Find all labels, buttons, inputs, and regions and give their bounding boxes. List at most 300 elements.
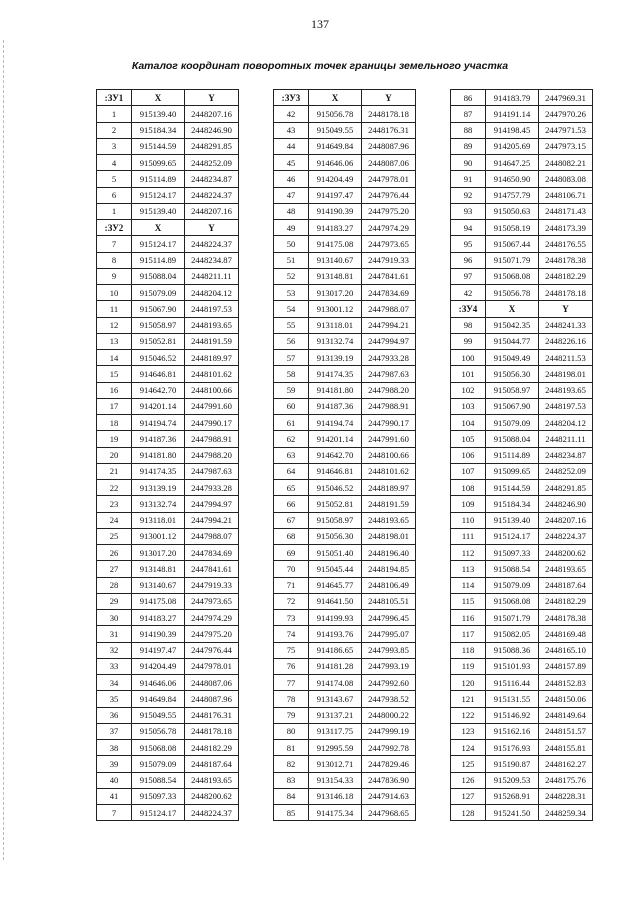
x-coordinate-cell: 914204.49	[132, 658, 185, 674]
y-coordinate-cell: 2448241.33	[539, 317, 593, 333]
y-coordinate-cell: 2447999.19	[362, 723, 416, 739]
point-number-cell: 108	[451, 480, 486, 496]
x-coordinate-cell: 914645.77	[309, 577, 362, 593]
x-coordinate-cell: 914646.06	[309, 155, 362, 171]
point-number-cell: 85	[274, 805, 309, 821]
table-row	[97, 203, 239, 219]
y-coordinate-cell: 2447994.21	[362, 317, 416, 333]
point-number-cell: 103	[451, 398, 486, 414]
y-coordinate-cell: 2448191.59	[185, 333, 239, 349]
column-header-x: X	[309, 90, 362, 106]
y-coordinate-cell: 2448087.96	[185, 691, 239, 707]
x-coordinate-cell: 913017.20	[309, 285, 362, 301]
table-row	[451, 431, 593, 447]
point-number-cell: 29	[97, 593, 132, 609]
table-row	[451, 252, 593, 268]
y-coordinate-cell: 2448193.65	[185, 772, 239, 788]
x-coordinate-cell: 914174.35	[132, 463, 185, 479]
x-coordinate-cell: 913118.01	[309, 317, 362, 333]
y-coordinate-cell: 2448101.62	[362, 463, 416, 479]
y-coordinate-cell: 2448200.62	[185, 788, 239, 804]
y-coordinate-cell: 2447919.33	[185, 577, 239, 593]
x-coordinate-cell: 914649.84	[132, 691, 185, 707]
point-number-cell: 101	[451, 366, 486, 382]
table-row	[97, 155, 239, 171]
y-coordinate-cell: 2447975.20	[362, 203, 416, 219]
table-row	[274, 723, 416, 739]
point-number-cell: 90	[451, 155, 486, 171]
table-row	[97, 577, 239, 593]
x-coordinate-cell: 915146.92	[486, 707, 539, 723]
y-coordinate-cell: 2447988.07	[362, 301, 416, 317]
x-coordinate-cell: 914194.74	[309, 415, 362, 431]
catalog-title: Каталог координат поворотных точек границы земельного участка	[131, 60, 509, 72]
column-header-y: Y	[539, 301, 593, 317]
point-number-cell: 48	[274, 203, 309, 219]
point-number-cell: 57	[274, 350, 309, 366]
y-coordinate-cell: 2448000.22	[362, 707, 416, 723]
x-coordinate-cell: 914190.39	[132, 626, 185, 642]
y-coordinate-cell: 2447933.28	[185, 480, 239, 496]
table-row	[274, 415, 416, 431]
point-number-cell: 68	[274, 528, 309, 544]
y-coordinate-cell: 2448234.87	[539, 447, 593, 463]
x-coordinate-cell: 914646.81	[132, 366, 185, 382]
table-row	[451, 593, 593, 609]
y-coordinate-cell: 2447974.29	[185, 610, 239, 626]
table-row	[451, 723, 593, 739]
point-number-cell: 123	[451, 723, 486, 739]
table-row	[97, 236, 239, 252]
y-coordinate-cell: 2447978.01	[362, 171, 416, 187]
y-coordinate-cell: 2448194.85	[362, 561, 416, 577]
table-row	[97, 658, 239, 674]
x-coordinate-cell: 915139.40	[132, 106, 185, 122]
x-coordinate-cell: 915144.59	[486, 480, 539, 496]
table-row	[274, 610, 416, 626]
point-number-cell: 7	[97, 805, 132, 821]
point-number-cell: 28	[97, 577, 132, 593]
table-row	[451, 382, 593, 398]
y-coordinate-cell: 2448087.06	[362, 155, 416, 171]
point-number-cell: 17	[97, 398, 132, 414]
table-row	[97, 626, 239, 642]
x-coordinate-cell: 915042.35	[486, 317, 539, 333]
table-row	[451, 528, 593, 544]
table-row	[97, 187, 239, 203]
point-number-cell: 87	[451, 106, 486, 122]
x-coordinate-cell: 913132.74	[132, 496, 185, 512]
table-row	[451, 756, 593, 772]
point-number-cell: 113	[451, 561, 486, 577]
y-coordinate-cell: 2448176.31	[185, 707, 239, 723]
x-coordinate-cell: 915068.08	[486, 268, 539, 284]
y-coordinate-cell: 2447841.61	[185, 561, 239, 577]
table-row	[97, 415, 239, 431]
table-row	[97, 642, 239, 658]
y-coordinate-cell: 2448224.37	[185, 187, 239, 203]
x-coordinate-cell: 915046.52	[309, 480, 362, 496]
point-number-cell: 70	[274, 561, 309, 577]
point-number-cell: 71	[274, 577, 309, 593]
y-coordinate-cell: 2448224.37	[185, 805, 239, 821]
table-row	[451, 561, 593, 577]
y-coordinate-cell: 2447991.60	[362, 431, 416, 447]
y-coordinate-cell: 2447988.20	[362, 382, 416, 398]
parcel-label-cell: :ЗУ2	[97, 220, 132, 236]
x-coordinate-cell: 914194.74	[132, 415, 185, 431]
point-number-cell: 60	[274, 398, 309, 414]
table-row	[274, 106, 416, 122]
x-coordinate-cell: 914186.65	[309, 642, 362, 658]
x-coordinate-cell: 915052.81	[309, 496, 362, 512]
point-number-cell: 58	[274, 366, 309, 382]
parcel-label-cell: :ЗУ4	[451, 301, 486, 317]
x-coordinate-cell: 915052.81	[132, 333, 185, 349]
coordinates-table-3	[450, 89, 593, 821]
table-row	[274, 691, 416, 707]
y-coordinate-cell: 2448291.85	[185, 138, 239, 154]
y-coordinate-cell: 2448162.27	[539, 756, 593, 772]
point-number-cell: 93	[451, 203, 486, 219]
point-number-cell: 9	[97, 268, 132, 284]
page-number: 137	[311, 17, 329, 31]
table-row	[274, 398, 416, 414]
x-coordinate-cell: 914183.27	[132, 610, 185, 626]
x-coordinate-cell: 914199.93	[309, 610, 362, 626]
x-coordinate-cell: 914642.70	[309, 447, 362, 463]
table-row	[451, 236, 593, 252]
x-coordinate-cell: 915088.54	[132, 772, 185, 788]
table-row	[274, 561, 416, 577]
y-coordinate-cell: 2448193.65	[539, 382, 593, 398]
point-number-cell: 107	[451, 463, 486, 479]
y-coordinate-cell: 2448189.97	[362, 480, 416, 496]
table-row	[97, 561, 239, 577]
y-coordinate-cell: 2448252.09	[185, 155, 239, 171]
x-coordinate-cell: 913118.01	[132, 512, 185, 528]
table-row	[451, 610, 593, 626]
y-coordinate-cell: 2447987.63	[362, 366, 416, 382]
y-coordinate-cell: 2448224.37	[539, 528, 593, 544]
x-coordinate-cell: 913132.74	[309, 333, 362, 349]
point-number-cell: 99	[451, 333, 486, 349]
column-header-y: Y	[362, 90, 416, 106]
x-coordinate-cell: 915114.89	[486, 447, 539, 463]
point-number-cell: 38	[97, 740, 132, 756]
y-coordinate-cell: 2448165.10	[539, 642, 593, 658]
y-coordinate-cell: 2447836.90	[362, 772, 416, 788]
y-coordinate-cell: 2448211.11	[185, 268, 239, 284]
x-coordinate-cell: 915131.55	[486, 691, 539, 707]
parcel-label-cell: :ЗУ1	[97, 90, 132, 106]
y-coordinate-cell: 2448182.29	[539, 593, 593, 609]
point-number-cell: 36	[97, 707, 132, 723]
point-number-cell: 32	[97, 642, 132, 658]
table-row	[274, 740, 416, 756]
table-row	[97, 317, 239, 333]
table-row	[97, 122, 239, 138]
x-coordinate-cell: 913148.81	[309, 268, 362, 284]
y-coordinate-cell: 2448189.97	[185, 350, 239, 366]
x-coordinate-cell: 915049.55	[309, 122, 362, 138]
x-coordinate-cell: 914187.36	[309, 398, 362, 414]
y-coordinate-cell: 2447996.45	[362, 610, 416, 626]
x-coordinate-cell: 915058.97	[309, 512, 362, 528]
y-coordinate-cell: 2448252.09	[539, 463, 593, 479]
x-coordinate-cell: 914183.79	[486, 90, 539, 106]
x-coordinate-cell: 915088.54	[486, 561, 539, 577]
x-coordinate-cell: 915088.04	[132, 268, 185, 284]
y-coordinate-cell: 2448155.81	[539, 740, 593, 756]
x-coordinate-cell: 915068.08	[486, 593, 539, 609]
scan-margin-line	[3, 40, 4, 860]
x-coordinate-cell: 915056.30	[309, 528, 362, 544]
x-coordinate-cell: 914649.84	[309, 138, 362, 154]
table-row	[451, 106, 593, 122]
x-coordinate-cell: 914642.70	[132, 382, 185, 398]
table-row	[274, 431, 416, 447]
table-row	[274, 593, 416, 609]
table-row	[97, 252, 239, 268]
x-coordinate-cell: 913139.19	[132, 480, 185, 496]
y-coordinate-cell: 2448106.71	[539, 187, 593, 203]
point-number-cell: 24	[97, 512, 132, 528]
point-number-cell: 110	[451, 512, 486, 528]
x-coordinate-cell: 914181.80	[132, 447, 185, 463]
x-coordinate-cell: 914174.35	[309, 366, 362, 382]
point-number-cell: 16	[97, 382, 132, 398]
point-number-cell: 39	[97, 756, 132, 772]
point-number-cell: 63	[274, 447, 309, 463]
table-row	[451, 707, 593, 723]
point-number-cell: 21	[97, 463, 132, 479]
column-header-x: X	[132, 90, 185, 106]
point-number-cell: 59	[274, 382, 309, 398]
table-row	[274, 366, 416, 382]
x-coordinate-cell: 915046.52	[132, 350, 185, 366]
table-row	[274, 707, 416, 723]
point-number-cell: 7	[97, 236, 132, 252]
y-coordinate-cell: 2447987.63	[185, 463, 239, 479]
x-coordinate-cell: 915058.19	[486, 220, 539, 236]
table-row	[274, 642, 416, 658]
y-coordinate-cell: 2447834.69	[362, 285, 416, 301]
x-coordinate-cell: 913140.67	[132, 577, 185, 593]
x-coordinate-cell: 915058.97	[132, 317, 185, 333]
y-coordinate-cell: 2448151.57	[539, 723, 593, 739]
table-header-row	[97, 90, 239, 106]
y-coordinate-cell: 2447988.91	[362, 398, 416, 414]
x-coordinate-cell: 915067.90	[132, 301, 185, 317]
point-number-cell: 8	[97, 252, 132, 268]
x-coordinate-cell: 912995.59	[309, 740, 362, 756]
table-row	[274, 301, 416, 317]
table-row	[451, 772, 593, 788]
point-number-cell: 5	[97, 171, 132, 187]
table-row	[274, 496, 416, 512]
point-number-cell: 79	[274, 707, 309, 723]
point-number-cell: 45	[274, 155, 309, 171]
point-number-cell: 6	[97, 187, 132, 203]
point-number-cell: 96	[451, 252, 486, 268]
point-number-cell: 34	[97, 675, 132, 691]
point-number-cell: 51	[274, 252, 309, 268]
x-coordinate-cell: 915056.78	[132, 723, 185, 739]
x-coordinate-cell: 914646.81	[309, 463, 362, 479]
y-coordinate-cell: 2448171.43	[539, 203, 593, 219]
point-number-cell: 26	[97, 545, 132, 561]
x-coordinate-cell: 914757.79	[486, 187, 539, 203]
x-coordinate-cell: 915049.55	[132, 707, 185, 723]
y-coordinate-cell: 2448178.38	[539, 252, 593, 268]
y-coordinate-cell: 2448196.40	[362, 545, 416, 561]
y-coordinate-cell: 2447971.53	[539, 122, 593, 138]
x-coordinate-cell: 914175.34	[309, 805, 362, 821]
table-row	[97, 350, 239, 366]
table-row	[97, 301, 239, 317]
point-number-cell: 75	[274, 642, 309, 658]
y-coordinate-cell: 2448204.12	[539, 415, 593, 431]
y-coordinate-cell: 2447992.78	[362, 740, 416, 756]
y-coordinate-cell: 2448169.48	[539, 626, 593, 642]
point-number-cell: 4	[97, 155, 132, 171]
point-number-cell: 27	[97, 561, 132, 577]
x-coordinate-cell: 914650.90	[486, 171, 539, 187]
y-coordinate-cell: 2448198.01	[539, 366, 593, 382]
x-coordinate-cell: 915049.49	[486, 350, 539, 366]
table-row	[274, 528, 416, 544]
point-number-cell: 42	[274, 106, 309, 122]
y-coordinate-cell: 2448226.16	[539, 333, 593, 349]
x-coordinate-cell: 915082.05	[486, 626, 539, 642]
point-number-cell: 52	[274, 268, 309, 284]
x-coordinate-cell: 915071.79	[486, 252, 539, 268]
point-number-cell: 124	[451, 740, 486, 756]
point-number-cell: 31	[97, 626, 132, 642]
coordinates-table-1	[96, 89, 239, 821]
table-row	[97, 610, 239, 626]
table-row	[451, 350, 593, 366]
y-coordinate-cell: 2448082.21	[539, 155, 593, 171]
point-number-cell: 83	[274, 772, 309, 788]
y-coordinate-cell: 2447992.60	[362, 675, 416, 691]
x-coordinate-cell: 914181.80	[309, 382, 362, 398]
y-coordinate-cell: 2448191.59	[362, 496, 416, 512]
coordinates-table-2	[273, 89, 416, 821]
y-coordinate-cell: 2447975.20	[185, 626, 239, 642]
y-coordinate-cell: 2447973.65	[185, 593, 239, 609]
table-row	[451, 333, 593, 349]
y-coordinate-cell: 2448228.31	[539, 788, 593, 804]
point-number-cell: 46	[274, 171, 309, 187]
point-number-cell: 115	[451, 593, 486, 609]
table-row	[451, 626, 593, 642]
x-coordinate-cell: 913143.67	[309, 691, 362, 707]
x-coordinate-cell: 915116.44	[486, 675, 539, 691]
table-row	[451, 122, 593, 138]
table-row	[451, 138, 593, 154]
x-coordinate-cell: 915050.63	[486, 203, 539, 219]
table-row	[451, 658, 593, 674]
table-row	[97, 528, 239, 544]
point-number-cell: 69	[274, 545, 309, 561]
x-coordinate-cell: 914174.08	[309, 675, 362, 691]
table-row	[97, 366, 239, 382]
x-coordinate-cell: 914204.49	[309, 171, 362, 187]
point-number-cell: 50	[274, 236, 309, 252]
y-coordinate-cell: 2447990.17	[362, 415, 416, 431]
table-row	[451, 675, 593, 691]
table-row	[451, 90, 593, 106]
table-row	[97, 398, 239, 414]
y-coordinate-cell: 2448100.66	[185, 382, 239, 398]
x-coordinate-cell: 913001.12	[132, 528, 185, 544]
x-coordinate-cell: 915101.93	[486, 658, 539, 674]
x-coordinate-cell: 915124.17	[132, 805, 185, 821]
y-coordinate-cell: 2448246.90	[539, 496, 593, 512]
x-coordinate-cell: 914197.47	[309, 187, 362, 203]
x-coordinate-cell: 915209.53	[486, 772, 539, 788]
y-coordinate-cell: 2447993.19	[362, 658, 416, 674]
table-row	[97, 106, 239, 122]
y-coordinate-cell: 2447969.31	[539, 90, 593, 106]
point-number-cell: 25	[97, 528, 132, 544]
y-coordinate-cell: 2448207.16	[185, 203, 239, 219]
point-number-cell: 81	[274, 740, 309, 756]
point-number-cell: 98	[451, 317, 486, 333]
table-header-row	[451, 301, 593, 317]
table-row	[97, 447, 239, 463]
x-coordinate-cell: 915139.40	[132, 203, 185, 219]
y-coordinate-cell: 2448176.31	[362, 122, 416, 138]
point-number-cell: 121	[451, 691, 486, 707]
point-number-cell: 49	[274, 220, 309, 236]
point-number-cell: 2	[97, 122, 132, 138]
y-coordinate-cell: 2447973.15	[539, 138, 593, 154]
column-header-y: Y	[185, 220, 239, 236]
y-coordinate-cell: 2448176.55	[539, 236, 593, 252]
x-coordinate-cell: 913148.81	[132, 561, 185, 577]
table-row	[451, 317, 593, 333]
point-number-cell: 65	[274, 480, 309, 496]
table-row	[274, 203, 416, 219]
y-coordinate-cell: 2448207.16	[539, 512, 593, 528]
y-coordinate-cell: 2448178.38	[539, 610, 593, 626]
table-row	[274, 447, 416, 463]
point-number-cell: 41	[97, 788, 132, 804]
column-header-x: X	[132, 220, 185, 236]
table-row	[274, 480, 416, 496]
y-coordinate-cell: 2448106.49	[362, 577, 416, 593]
y-coordinate-cell: 2447988.20	[185, 447, 239, 463]
table-row	[451, 415, 593, 431]
table-row	[451, 268, 593, 284]
point-number-cell: 56	[274, 333, 309, 349]
column-header-x: X	[486, 301, 539, 317]
point-number-cell: 44	[274, 138, 309, 154]
point-number-cell: 18	[97, 415, 132, 431]
y-coordinate-cell: 2448178.18	[185, 723, 239, 739]
point-number-cell: 13	[97, 333, 132, 349]
point-number-cell: 120	[451, 675, 486, 691]
table-row	[451, 545, 593, 561]
x-coordinate-cell: 915241.50	[486, 805, 539, 821]
y-coordinate-cell: 2448182.29	[539, 268, 593, 284]
table-row	[274, 236, 416, 252]
table-row	[274, 155, 416, 171]
x-coordinate-cell: 914191.14	[486, 106, 539, 122]
